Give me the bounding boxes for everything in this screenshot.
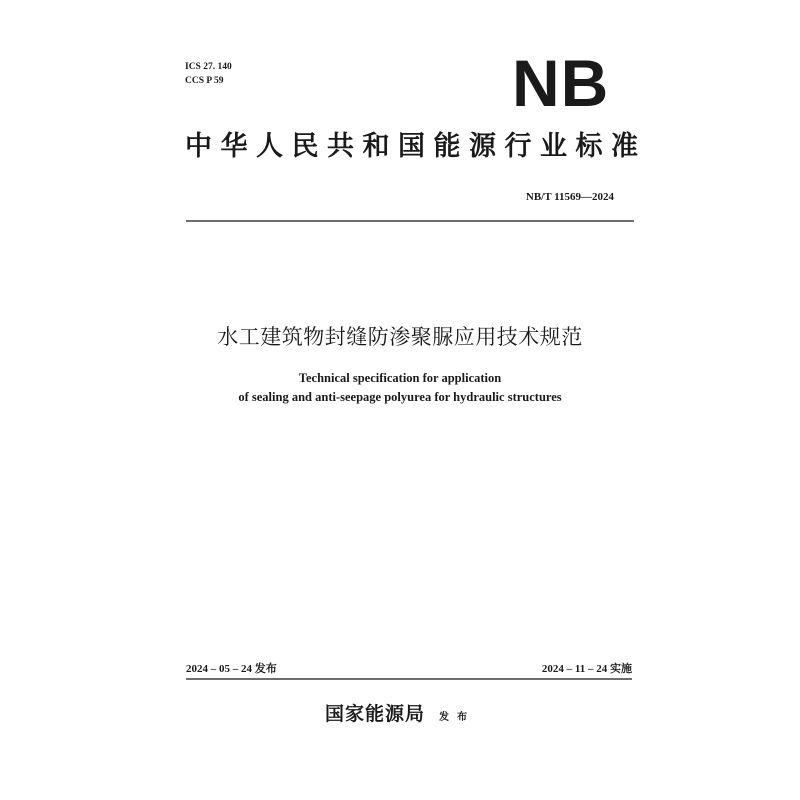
issuer-block <box>0 699 800 726</box>
ics-code: ICS 27. 140 <box>185 62 232 72</box>
nb-logo: NB <box>512 46 610 120</box>
english-title <box>0 369 800 407</box>
standard-number: NB/T 11569—2024 <box>525 191 614 203</box>
organization-title: 中华人民共和国能源行业标准 <box>185 131 647 161</box>
bottom-divider <box>186 678 632 680</box>
implement-date: 2024 – 11 – 24 实施 <box>541 663 632 675</box>
english-title-line-2: of sealing and anti-seepage polyurea for hydraulic structures <box>238 390 562 404</box>
top-divider <box>186 220 634 222</box>
english-title-line-1: Technical specification for application <box>298 371 502 385</box>
classification-codes <box>185 60 232 88</box>
ccs-code: CCS P 59 <box>185 76 224 86</box>
issuer-name: 国家能源局 <box>324 704 425 725</box>
publish-date: 2024 – 05 – 24 发布 <box>186 663 277 675</box>
issuer-action: 发布 <box>439 712 475 723</box>
chinese-title: 水工建筑物封缝防渗聚脲应用技术规范 <box>217 325 583 349</box>
